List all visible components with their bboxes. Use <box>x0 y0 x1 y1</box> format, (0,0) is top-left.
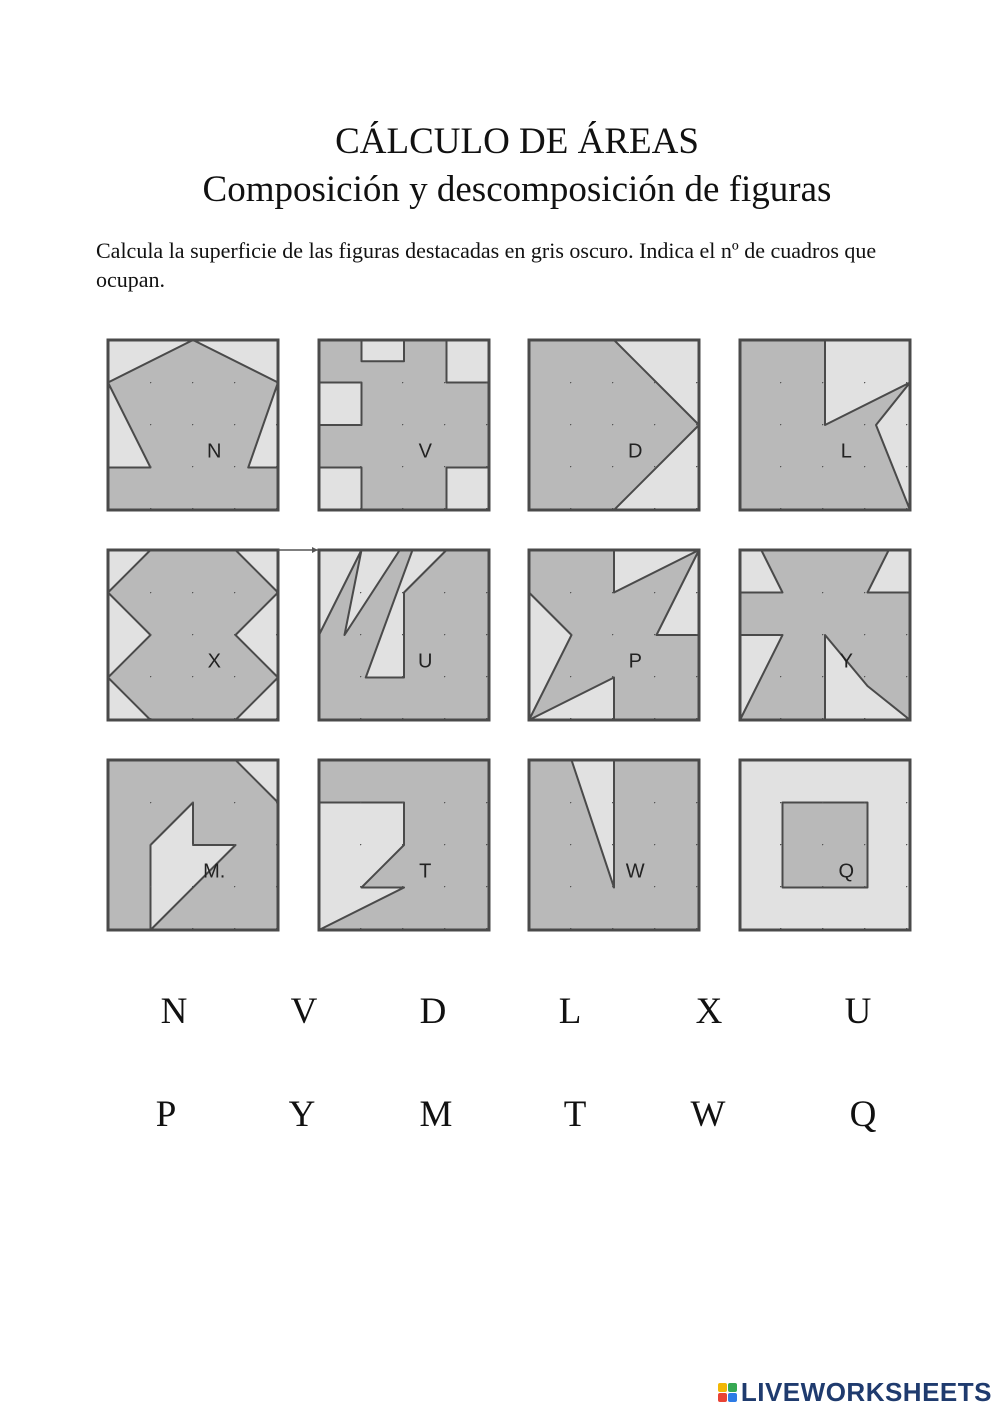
answer-label-l: L <box>558 991 582 1032</box>
figure-label-10: W <box>625 860 645 883</box>
answer-label-u: U <box>844 991 872 1032</box>
figure-grid-dots-2 <box>530 341 698 509</box>
figure-grid-dots-5 <box>320 551 488 719</box>
figure-grid-dots-8 <box>109 761 277 929</box>
figure-grid-dots-7 <box>741 551 909 719</box>
figure-grid-dots-11 <box>741 761 909 929</box>
figure-label-0: N <box>207 440 222 463</box>
figure-grid-dots-1 <box>320 341 488 509</box>
figure-label-9: T <box>419 860 432 883</box>
figure-label-2: D <box>628 440 643 463</box>
figure-label-4: X <box>207 650 221 673</box>
answer-label-q: Q <box>849 1094 877 1135</box>
figure-grid-dots-4 <box>109 551 277 719</box>
answer-label-m: M <box>419 1094 453 1135</box>
answer-label-x: X <box>695 991 723 1032</box>
brand-name: LIVEWORKSHEETS <box>740 1376 992 1407</box>
instructions-text: Calcula la superficie de las figuras destacadas en gris oscuro. Indica el nº de cuadros que ocupan. <box>96 238 877 292</box>
liveworksheets-logo-icon <box>718 1383 737 1402</box>
figure-grid-dots-3 <box>741 341 909 509</box>
answer-label-v: V <box>290 991 318 1032</box>
figure-label-11: Q <box>838 860 855 883</box>
answer-label-t: T <box>563 1094 587 1135</box>
answer-label-w: W <box>690 1094 726 1135</box>
figure-label-5: U <box>418 650 433 673</box>
figure-label-1: V <box>418 440 432 463</box>
figure-label-7: Y <box>839 650 853 673</box>
page-title: CÁLCULO DE ÁREAS <box>335 121 699 162</box>
answer-label-p: P <box>155 1094 177 1135</box>
figure-grid-dots-9 <box>320 761 488 929</box>
answer-label-d: D <box>419 991 447 1032</box>
connector-arrowhead <box>312 547 318 553</box>
answer-label-y: Y <box>288 1094 316 1135</box>
answer-label-n: N <box>160 991 188 1032</box>
figure-label-8: M. <box>203 860 226 883</box>
figure-grid-dots-10 <box>530 761 698 929</box>
page-subtitle: Composición y descomposición de figuras <box>202 169 832 210</box>
figure-label-6: P <box>628 650 642 673</box>
liveworksheets-brand <box>718 1375 992 1409</box>
figure-grid-dots-6 <box>530 551 698 719</box>
figure-label-3: L <box>840 440 852 463</box>
figure-grid-dots-0 <box>109 341 277 509</box>
